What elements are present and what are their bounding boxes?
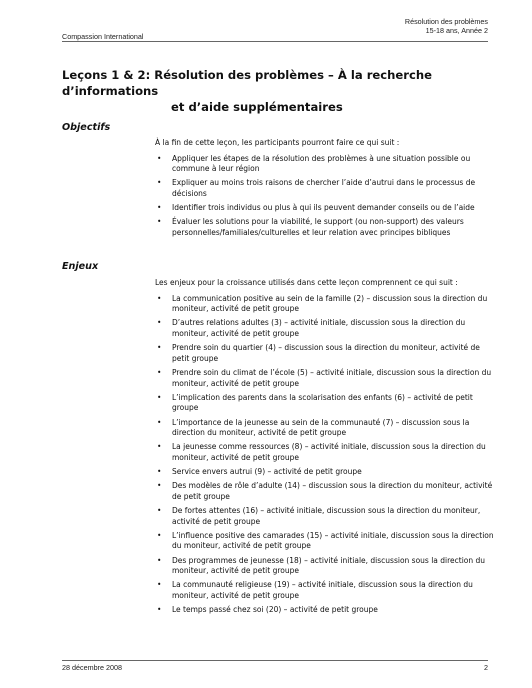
enjeux-heading: Enjeux	[62, 261, 99, 272]
list-item	[155, 294, 495, 315]
list-item-text: L’implication des parents dans la scolarisation des enfants (6) – activité de petit groupe	[172, 392, 473, 413]
list-item	[155, 506, 495, 527]
bullet-icon: •	[157, 293, 162, 303]
page-title-line2: et d’aide supplémentaires	[171, 99, 343, 114]
bullet-icon: •	[157, 481, 162, 491]
list-item-text: La communication positive au sein de la famille (2) – discussion sous la direction du moniteur, activité de petit groupe	[172, 293, 488, 314]
list-item-text: Prendre soin du quartier (4) – discussion sous la direction du moniteur, activité de petit groupe	[172, 343, 480, 363]
bullet-icon: •	[157, 367, 162, 377]
list-item	[155, 368, 495, 389]
footer-date: 28 décembre 2008	[62, 663, 122, 672]
list-item-text: L’importance de la jeunesse au sein de la communauté (7) – discussion sous la direction du moniteur, activité de petit groupe	[172, 417, 470, 438]
list-item-text: Des modèles de rôle d’adulte (14) – discussion sous la direction du moniteur, activité de petit groupe	[172, 481, 493, 501]
header-course-title: Résolution des problèmes	[404, 17, 488, 26]
header-course-level: 15-18 ans, Année 2	[425, 25, 488, 35]
enjeux-section	[155, 278, 495, 619]
objectifs-list	[155, 154, 495, 239]
header-organization: Compassion International	[62, 32, 144, 41]
header-divider	[62, 41, 488, 42]
list-item	[155, 318, 495, 339]
bullet-icon: •	[157, 178, 162, 188]
list-item	[155, 203, 495, 214]
bullet-icon: •	[157, 467, 162, 477]
list-item-text: La jeunesse comme ressources (8) – activité initiale, discussion sous la direction du moniteur, activité de petit groupe	[172, 442, 486, 462]
list-item-text: Évaluer les solutions pour la viabilité, le support (ou non-support) des valeurs personnelles/familiales/culturelles et leur relation avec principes bibliques	[172, 217, 464, 237]
list-item	[155, 178, 495, 199]
enjeux-list	[155, 294, 495, 616]
bullet-icon: •	[157, 442, 162, 452]
list-item-text: L’influence positive des camarades (15) – activité initiale, discussion sous la direction du moniteur, activité de petit groupe	[172, 530, 494, 551]
list-item	[155, 467, 495, 478]
bullet-icon: •	[157, 417, 162, 427]
list-item-text: Le temps passé chez soi (20) – activité de petit groupe	[172, 605, 378, 615]
bullet-icon: •	[157, 343, 162, 353]
list-item-text: Expliquer au moins trois raisons de chercher l’aide d’autrui dans le processus de décisions	[172, 178, 476, 198]
list-item	[155, 418, 495, 439]
bullet-icon: •	[157, 530, 162, 540]
header-course-info	[405, 18, 488, 35]
page-title	[62, 68, 502, 115]
list-item-text: Des programmes de jeunesse (18) – activité initiale, discussion sous la direction du moniteur, activité de petit groupe	[172, 555, 486, 576]
list-item-text: Appliquer les étapes de la résolution des problèmes à une situation possible ou commune à leur région	[172, 153, 471, 174]
bullet-icon: •	[157, 555, 162, 565]
list-item	[155, 343, 495, 364]
list-item-text: D’autres relations adultes (3) – activité initiale, discussion sous la direction du moniteur, activité de petit groupe	[172, 318, 466, 338]
list-item	[155, 481, 495, 502]
list-item-text: La communauté religieuse (19) – activité initiale, discussion sous la direction du moniteur, activité de petit groupe	[172, 580, 473, 600]
bullet-icon: •	[157, 580, 162, 590]
bullet-icon: •	[157, 203, 162, 213]
bullet-icon: •	[157, 506, 162, 516]
page-title-line1: Leçons 1 & 2: Résolution des problèmes – À la recherche d’informations	[62, 68, 432, 98]
bullet-icon: •	[157, 605, 162, 615]
list-item	[155, 531, 495, 552]
list-item-text: De fortes attentes (16) – activité initiale, discussion sous la direction du moniteur, activité de petit groupe	[172, 506, 481, 526]
bullet-icon: •	[157, 318, 162, 328]
bullet-icon: •	[157, 217, 162, 227]
objectifs-intro: À la fin de cette leçon, les participants pourront faire ce qui suit :	[155, 138, 400, 147]
footer-divider	[62, 660, 488, 661]
list-item	[155, 154, 495, 175]
list-item	[155, 580, 495, 601]
list-item	[155, 605, 495, 616]
bullet-icon: •	[157, 392, 162, 402]
list-item-text: Service envers autrui (9) – activité de petit groupe	[172, 467, 362, 477]
list-item	[155, 556, 495, 577]
objectifs-heading: Objectifs	[62, 122, 111, 133]
objectifs-section	[155, 138, 495, 242]
list-item	[155, 393, 495, 414]
enjeux-intro: Les enjeux pour la croissance utilisés dans cette leçon comprennent ce qui suit :	[155, 278, 458, 287]
list-item-text: Identifier trois individus ou plus à qui ils peuvent demander conseils ou de l’aide	[172, 203, 475, 213]
page-number: 2	[484, 663, 488, 672]
list-item	[155, 442, 495, 463]
bullet-icon: •	[157, 153, 162, 163]
list-item-text: Prendre soin du climat de l’école (5) – activité initiale, discussion sous la direction du moniteur, activité de petit groupe	[172, 367, 492, 388]
list-item	[155, 217, 495, 238]
